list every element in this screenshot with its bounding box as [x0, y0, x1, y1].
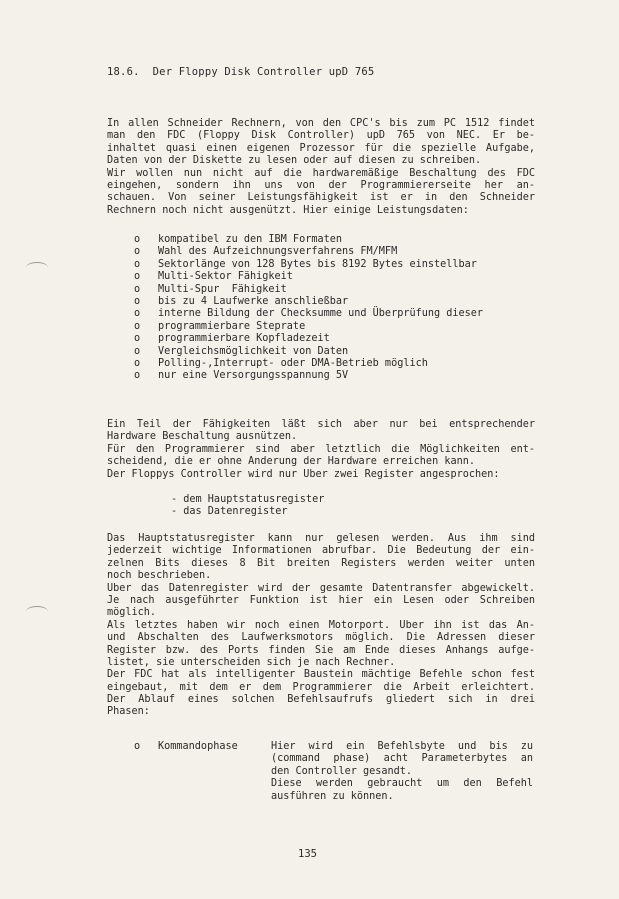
text-line: Je nach ausgeführter Funktion ist hier ein Lesen oder Schreiben [107, 594, 535, 606]
phase-description-line: Hier wird ein Befehlsbyte und bis zu [271, 741, 533, 752]
list-item [134, 321, 483, 333]
list-item-text: kompatibel zu den IBM Formaten [158, 234, 343, 245]
intro-paragraph [107, 118, 535, 217]
list-item-text: nur eine Versorgungsspannung 5V [158, 370, 349, 382]
list-item [134, 370, 483, 382]
text-line: eingehen, sondern ihn uns von der Programmiererseite her an- [107, 179, 535, 191]
list-item-text: bis zu 4 Laufwerke anschließbar [158, 295, 349, 307]
phase-description [271, 741, 533, 803]
bullet-marker: o [134, 320, 141, 332]
bullet-marker: o [134, 271, 141, 283]
list-item [134, 358, 483, 370]
text-line: Das Hauptstatusregister kann nur gelesen werden. Aus ihm sind [107, 533, 535, 544]
bullet-marker: o [134, 357, 141, 369]
list-item-text: Multi-Spur Fähigkeit [158, 283, 287, 295]
text-line: Der Ablauf eines solchen Befehlsaufrufs gliedert sich in drei [107, 694, 535, 706]
list-item [134, 234, 483, 246]
feature-list [134, 234, 483, 383]
bullet-marker: o [134, 333, 141, 345]
bullet-marker: o [134, 308, 141, 320]
text-line: schauen. Von seiner Leistungsfähigkeit ist er in den Schneider [107, 192, 535, 204]
bullet-marker: o [134, 234, 141, 245]
text-line: inhaltet quasi einen eigenen Prozessor für die spezielle Aufgabe, [107, 142, 535, 154]
text-line: Als letztes haben wir noch einen Motorport. Über ihn ist das An- [107, 619, 535, 631]
bullet-marker: o [134, 258, 141, 270]
list-item [134, 271, 483, 283]
register-item: - dem Hauptstatusregister [171, 494, 325, 505]
section-heading: 18.6. Der Floppy Disk Controller upD 765 [107, 66, 375, 78]
list-item [134, 333, 483, 345]
text-line: Rechnern noch nicht ausgenützt. Hier einige Leistungsdaten: [107, 204, 469, 216]
page-number: 135 [298, 848, 317, 860]
text-line: Wir wollen nun nicht auf die hardwaremäßige Beschaltung des FDC [107, 167, 535, 179]
text-line: scheidend, die er ohne Änderung der Hardware erreichen kann. [107, 456, 476, 468]
text-line: Für den Programmierer sind aber letztlich die Möglichkeiten ent- [107, 443, 535, 455]
register-description-paragraph [107, 533, 535, 719]
text-line: Ein Teil der Fähigkeiten läßt sich aber nur bei entsprechender [107, 419, 535, 430]
bullet-marker: o [134, 283, 141, 295]
list-item [134, 284, 483, 296]
list-item-text: Vergleichsmöglichkeit von Daten [158, 345, 349, 357]
punch-hole-mark-bottom [26, 606, 48, 617]
text-line: man den FDC (Floppy Disk Controller) upD 765 von NEC. Er be- [107, 130, 535, 142]
list-item [134, 296, 483, 308]
text-line: und Abschalten des Laufwerksmotors möglich. Die Adressen dieser [107, 632, 535, 644]
bullet-marker: o [134, 246, 141, 258]
text-line: Der FDC hat als intelligenter Baustein mächtige Befehle schon fest [107, 669, 535, 681]
phase-description-line: den Controller gesandt. [271, 765, 413, 777]
list-item [134, 308, 483, 320]
list-item-text: Sektorlänge von 128 Bytes bis 8192 Bytes einstellbar [158, 258, 477, 270]
list-item [134, 259, 483, 271]
text-line: noch beschrieben. [107, 570, 212, 582]
text-line: Über das Datenregister wird der gesamte Datentransfer abgewickelt. [107, 582, 535, 594]
list-item [134, 346, 483, 358]
phase-description-line: Diese werden gebraucht um den Befehl [271, 778, 533, 790]
text-line: Hardware Beschaltung ausnützen. [107, 431, 298, 443]
text-line: zelnen Bits dieses 8 Bit breiten Registers werden weiter unten [107, 557, 535, 569]
text-line: Daten von der Diskette zu lesen oder auf diesen zu schreiben. [107, 155, 482, 167]
list-item-text: interne Bildung der Checksumme und Überprüfung dieser [158, 308, 484, 320]
phase-label: Kommandophase [158, 741, 238, 752]
text-line: Der Floppys Controller wird nur Über zwei Register angesprochen: [107, 468, 500, 480]
list-item [134, 246, 483, 258]
text-line: Phasen: [107, 706, 150, 718]
phase-bullet: o [134, 741, 141, 752]
text-line: In allen Schneider Rechnern, von den CPC's bis zum PC 1512 findet [107, 118, 535, 129]
punch-hole-mark-top [26, 262, 48, 273]
text-line: eingebaut, mit dem er dem Programmierer die Arbeit erleichtert. [107, 681, 535, 693]
hardware-paragraph [107, 419, 535, 481]
phase-description-line: (command phase) acht Parameterbytes an [271, 753, 533, 765]
phase-description-line: ausführen zu können. [271, 790, 394, 802]
list-item-text: Polling-,Interrupt- oder DMA-Betrieb möglich [158, 357, 428, 369]
text-line: Register bzw. des Ports finden Sie am Ende dieses Anhangs aufge- [107, 644, 535, 656]
text-line: listet, sie unterscheiden sich je nach Rechner. [107, 656, 396, 668]
list-item-text: programmierbare Kopfladezeit [158, 333, 330, 345]
text-line: jederzeit wichtige Informationen abrufbar. Die Bedeutung der ein- [107, 545, 535, 557]
list-item-text: Multi-Sektor Fähigkeit [158, 271, 293, 283]
bullet-marker: o [134, 370, 141, 382]
list-item-text: programmierbare Steprate [158, 320, 306, 332]
list-item-text: Wahl des Aufzeichnungsverfahrens FM/MFM [158, 246, 398, 258]
bullet-marker: o [134, 295, 141, 307]
bullet-marker: o [134, 345, 141, 357]
text-line: möglich. [107, 607, 157, 619]
register-list [171, 494, 324, 519]
register-item: - das Datenregister [171, 506, 288, 518]
